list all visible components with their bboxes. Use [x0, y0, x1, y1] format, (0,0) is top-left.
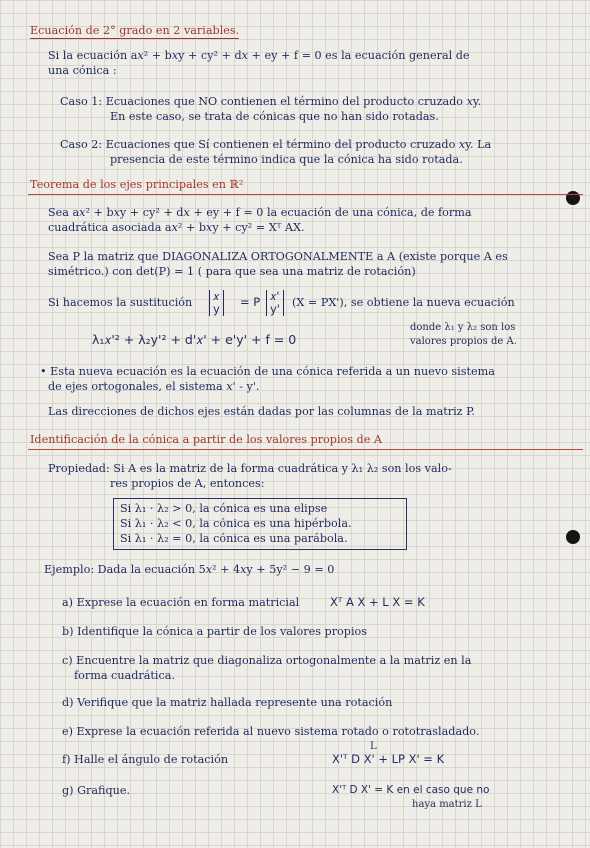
- exercise-item: b) Identifique la cónica a partir de los valores propios: [62, 625, 368, 638]
- exercise-aside: X'ᵀ D X' + LP X' = K: [332, 752, 445, 766]
- exercise-item: forma cuadrática.: [74, 669, 175, 682]
- exercise-aside: X'ᵀ D X' = K en el caso que no: [332, 784, 490, 796]
- intro-line: una cónica :: [48, 64, 117, 77]
- substitution-tail: (X = PX'), se obtiene la nueva ecuación: [292, 296, 515, 309]
- note-line: • Esta nueva ecuación es la ecuación de una cónica referida a un nuevo sistema: [40, 365, 495, 378]
- rotated-equation: λ₁𝑥'² + λ₂y'² + d'𝑥' + e'y' + f = 0: [92, 332, 297, 347]
- vector-xy-prime: [266, 290, 284, 316]
- conic-classification-box: [113, 498, 407, 550]
- exercise-aside: Xᵀ A X + L X = K: [330, 595, 425, 609]
- classification-rule: Si λ₁ · λ₂ = 0, la cónica es una parábola.: [120, 532, 348, 545]
- exercise-mark: L: [370, 741, 377, 752]
- binder-hole: [566, 530, 580, 544]
- exercise-item: g) Grafique.: [62, 784, 131, 797]
- property-line: Propiedad: Si A es la matriz de la forma cuadrática y λ₁ λ₂ son los valo-: [48, 462, 452, 475]
- donde-line: valores propios de A.: [410, 336, 517, 347]
- property-line: res propios de A, entonces:: [110, 477, 265, 490]
- case-1-line: Caso 1: Ecuaciones que NO contienen el término del producto cruzado 𝑥y.: [60, 95, 482, 108]
- vector-entry: 𝑥: [213, 289, 220, 303]
- example-statement: Ejemplo: Dada la ecuación 5𝑥² + 4𝑥y + 5y² − 9 = 0: [44, 563, 335, 576]
- theorem-line: simétrico.) con det(P) = 1 ( para que sea una matriz de rotación): [48, 265, 416, 278]
- exercise-item: d) Verifique que la matriz hallada represente una rotación: [62, 696, 393, 709]
- case-1-line: En este caso, se trata de cónicas que no han sido rotadas.: [110, 110, 439, 123]
- section-rule: [28, 449, 583, 450]
- theorem-title: Teorema de los ejes principales en ℝ²: [30, 178, 244, 191]
- exercise-item: e) Exprese la ecuación referida al nuevo sistema rotado o rototrasladado.: [62, 725, 480, 738]
- note-line: de ejes ortogonales, el sistema 𝑥' - y'.: [48, 380, 260, 393]
- case-2-line: Caso 2: Ecuaciones que Sí contienen el término del producto cruzado 𝑥y. La: [60, 138, 492, 151]
- page-title: Ecuación de 2° grado en 2 variables.: [30, 24, 240, 37]
- section-rule: [28, 194, 583, 195]
- exercise-item: f) Halle el ángulo de rotación: [62, 753, 229, 766]
- vector-entry: y: [213, 302, 220, 316]
- classification-rule: Si λ₁ · λ₂ < 0, la cónica es una hipérbola.: [120, 517, 352, 530]
- vector-entry: 𝑥': [270, 289, 280, 303]
- intro-line: Si la ecuación a𝑥² + b𝑥y + cy² + d𝑥 + ey + f = 0 es la ecuación general de: [48, 49, 470, 62]
- note-line: Las direcciones de dichos ejes están dadas por las columnas de la matriz P.: [48, 405, 475, 418]
- equals-p: = P: [240, 295, 261, 309]
- exercise-item: a) Exprese la ecuación en forma matricial: [62, 596, 300, 609]
- case-2-line: presencia de este término indica que la cónica ha sido rotada.: [110, 153, 463, 166]
- substitution-label: Si hacemos la sustitución: [48, 296, 193, 309]
- classification-rule: Si λ₁ · λ₂ > 0, la cónica es una elipse: [120, 502, 328, 515]
- exercise-item: c) Encuentre la matriz que diagonaliza ortogonalmente a la matriz en la: [62, 654, 472, 667]
- theorem-line: cuadrática asociada a𝑥² + b𝑥y + cy² = Xᵀ AX.: [48, 221, 305, 234]
- identification-title: Identificación de la cónica a partir de los valores propios de A: [30, 433, 382, 446]
- vector-xy: [209, 290, 224, 316]
- vector-entry: y': [270, 302, 280, 316]
- theorem-line: Sea a𝑥² + b𝑥y + cy² + d𝑥 + ey + f = 0 la ecuación de una cónica, de forma: [48, 206, 472, 219]
- theorem-line: Sea P la matriz que DIAGONALIZA ORTOGONALMENTE a A (existe porque A es: [48, 250, 508, 263]
- donde-line: donde λ₁ y λ₂ son los: [410, 322, 516, 333]
- exercise-aside: haya matriz L: [412, 799, 482, 810]
